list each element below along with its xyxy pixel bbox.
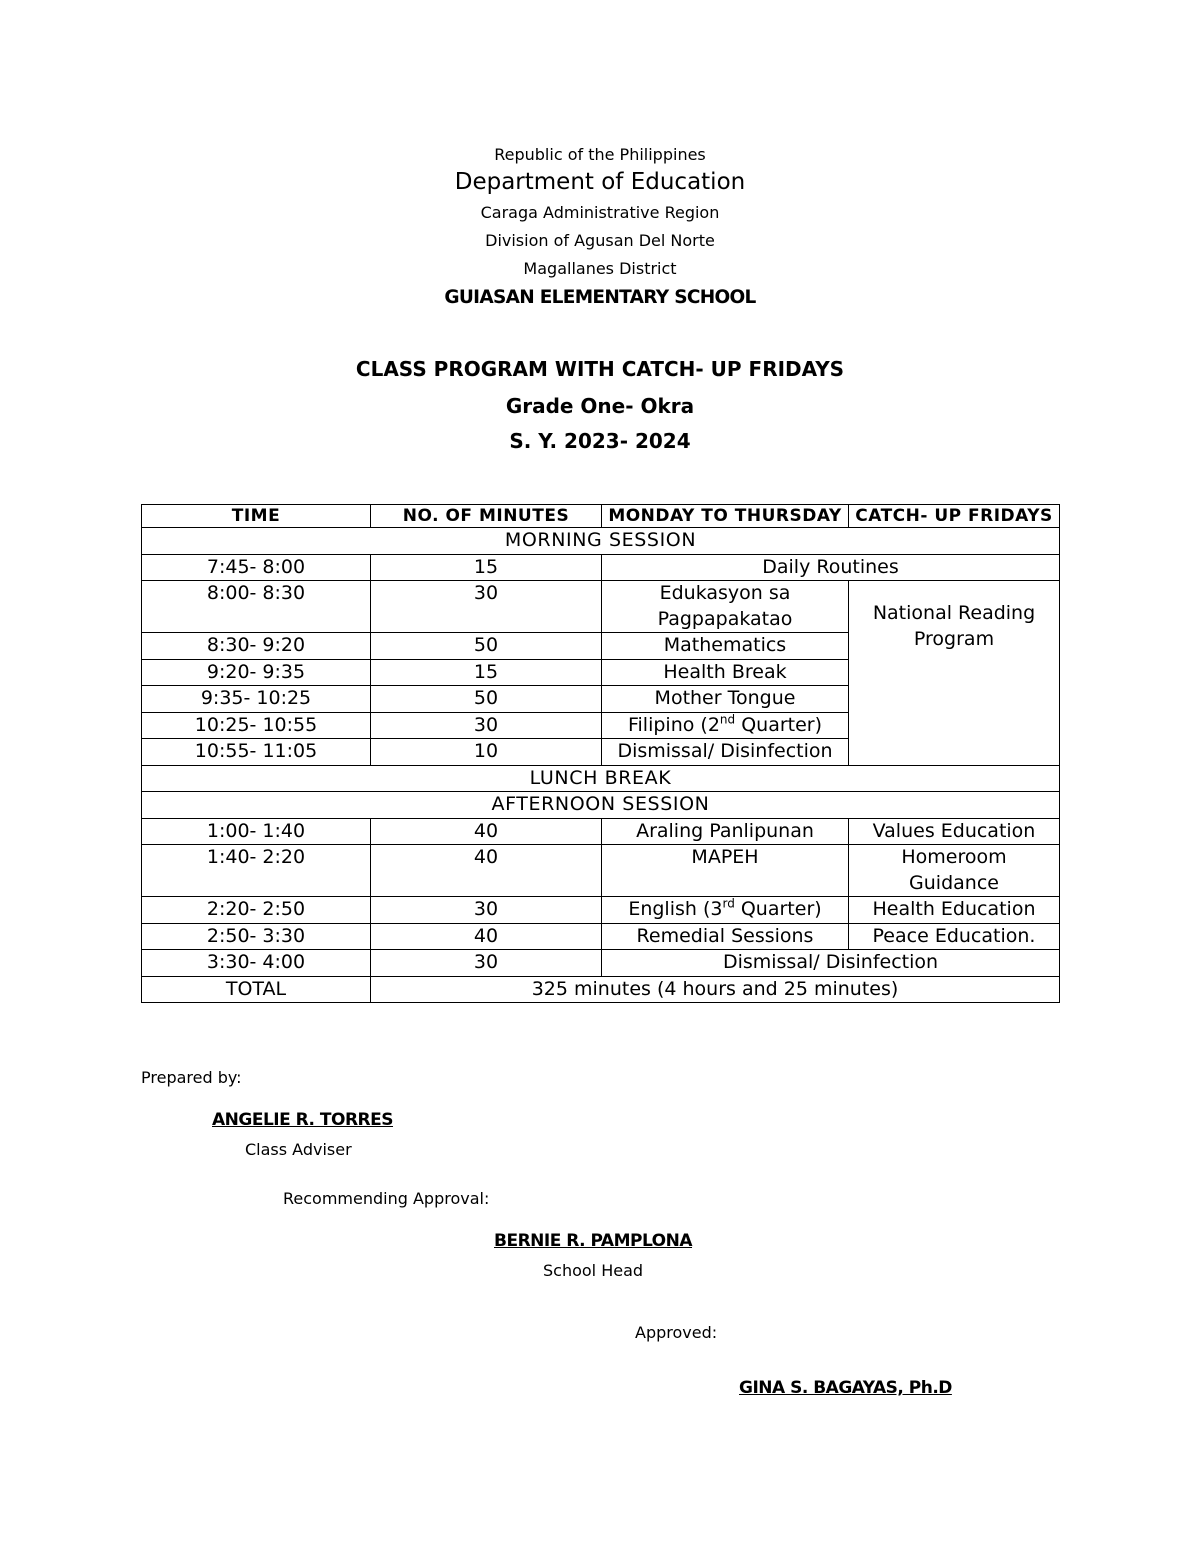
table-row xyxy=(142,581,1060,633)
activity-cell: Dismissal/ Disinfection xyxy=(602,950,1060,977)
total-row xyxy=(142,976,1060,1003)
table-header-row xyxy=(142,505,1060,528)
monday-to-thursday-cell: MAPEH xyxy=(602,845,849,897)
prepared-by-label: Prepared by: xyxy=(141,1068,242,1087)
minutes-cell: 30 xyxy=(371,950,602,977)
time-cell: 1:00- 1:40 xyxy=(142,818,371,845)
table-row xyxy=(142,950,1060,977)
program-grade: Grade One- Okra xyxy=(505,394,695,418)
time-cell: 1:40- 2:20 xyxy=(142,845,371,897)
time-cell: 9:20- 9:35 xyxy=(142,659,371,686)
column-header-monday-to-thursday: MONDAY TO THURSDAY xyxy=(602,505,849,528)
header-district: Magallanes District xyxy=(523,259,677,278)
subject-text: Quarter) xyxy=(734,898,822,920)
monday-to-thursday-cell: Mother Tongue xyxy=(602,686,849,713)
monday-to-thursday-cell xyxy=(602,712,849,739)
total-value: 325 minutes (4 hours and 25 minutes) xyxy=(371,976,1060,1003)
recommending-approval-name: BERNIE R. PAMPLONA xyxy=(494,1231,693,1251)
monday-to-thursday-cell: Mathematics xyxy=(602,633,849,660)
minutes-cell: 50 xyxy=(371,686,602,713)
time-cell: 10:55- 11:05 xyxy=(142,739,371,766)
afternoon-session-row xyxy=(142,792,1060,819)
header-division: Division of Agusan Del Norte xyxy=(485,231,715,250)
afternoon-session-label: AFTERNOON SESSION xyxy=(142,792,1060,819)
table-row xyxy=(142,845,1060,897)
header-country: Republic of the Philippines xyxy=(494,145,706,164)
approved-name: GINA S. BAGAYAS, Ph.D xyxy=(739,1378,952,1398)
minutes-cell: 40 xyxy=(371,845,602,897)
table-row xyxy=(142,554,1060,581)
friday-cell: Values Education xyxy=(849,818,1060,845)
time-cell: 8:00- 8:30 xyxy=(142,581,371,633)
header-department: Department of Education xyxy=(454,169,746,195)
morning-session-label: MORNING SESSION xyxy=(142,528,1060,555)
column-header-minutes: NO. OF MINUTES xyxy=(371,505,602,528)
header-region: Caraga Administrative Region xyxy=(480,203,720,222)
prepared-by-name: ANGELIE R. TORRES xyxy=(212,1110,394,1130)
ordinal-suffix: rd xyxy=(722,896,735,911)
subject-text: English (3 xyxy=(628,898,723,920)
monday-to-thursday-cell: Edukasyon sa Pagpapakatao xyxy=(602,581,849,633)
program-title: CLASS PROGRAM WITH CATCH- UP FRIDAYS xyxy=(355,357,845,381)
minutes-cell: 15 xyxy=(371,554,602,581)
minutes-cell: 40 xyxy=(371,923,602,950)
lunch-break-row xyxy=(142,765,1060,792)
monday-to-thursday-cell: Health Break xyxy=(602,659,849,686)
minutes-cell: 40 xyxy=(371,818,602,845)
header-school: GUIASAN ELEMENTARY SCHOOL xyxy=(444,287,756,308)
monday-to-thursday-cell: Araling Panlipunan xyxy=(602,818,849,845)
minutes-cell: 10 xyxy=(371,739,602,766)
prepared-by-role: Class Adviser xyxy=(245,1140,352,1159)
monday-to-thursday-cell: Remedial Sessions xyxy=(602,923,849,950)
friday-cell: Homeroom Guidance xyxy=(849,845,1060,897)
friday-cell: Health Education xyxy=(849,897,1060,924)
recommending-approval-label: Recommending Approval: xyxy=(283,1189,490,1208)
minutes-cell: 50 xyxy=(371,633,602,660)
column-header-time: TIME xyxy=(142,505,371,528)
monday-to-thursday-cell: Dismissal/ Disinfection xyxy=(602,739,849,766)
monday-to-thursday-cell xyxy=(602,897,849,924)
morning-session-row xyxy=(142,528,1060,555)
minutes-cell: 30 xyxy=(371,712,602,739)
time-cell: 3:30- 4:00 xyxy=(142,950,371,977)
table-row xyxy=(142,818,1060,845)
time-cell: 8:30- 9:20 xyxy=(142,633,371,660)
total-label: TOTAL xyxy=(142,976,371,1003)
minutes-cell: 30 xyxy=(371,897,602,924)
approved-label: Approved: xyxy=(635,1323,718,1342)
minutes-cell: 30 xyxy=(371,581,602,633)
time-cell: 7:45- 8:00 xyxy=(142,554,371,581)
column-header-catch-up-fridays: CATCH- UP FRIDAYS xyxy=(849,505,1060,528)
friday-cell: Peace Education. xyxy=(849,923,1060,950)
ordinal-suffix: nd xyxy=(719,712,736,727)
program-school-year: S. Y. 2023- 2024 xyxy=(509,429,691,453)
national-reading-program-cell: National Reading Program xyxy=(849,581,1060,766)
subject-text: Filipino (2 xyxy=(627,713,720,736)
minutes-cell: 15 xyxy=(371,659,602,686)
time-cell: 2:20- 2:50 xyxy=(142,897,371,924)
table-row xyxy=(142,897,1060,924)
table-row xyxy=(142,923,1060,950)
lunch-break-label: LUNCH BREAK xyxy=(142,765,1060,792)
class-program-table xyxy=(141,504,1060,1003)
time-cell: 2:50- 3:30 xyxy=(142,923,371,950)
subject-text: Quarter) xyxy=(735,713,823,736)
time-cell: 10:25- 10:55 xyxy=(142,712,371,739)
time-cell: 9:35- 10:25 xyxy=(142,686,371,713)
recommending-approval-role: School Head xyxy=(543,1261,644,1280)
activity-cell: Daily Routines xyxy=(602,554,1060,581)
